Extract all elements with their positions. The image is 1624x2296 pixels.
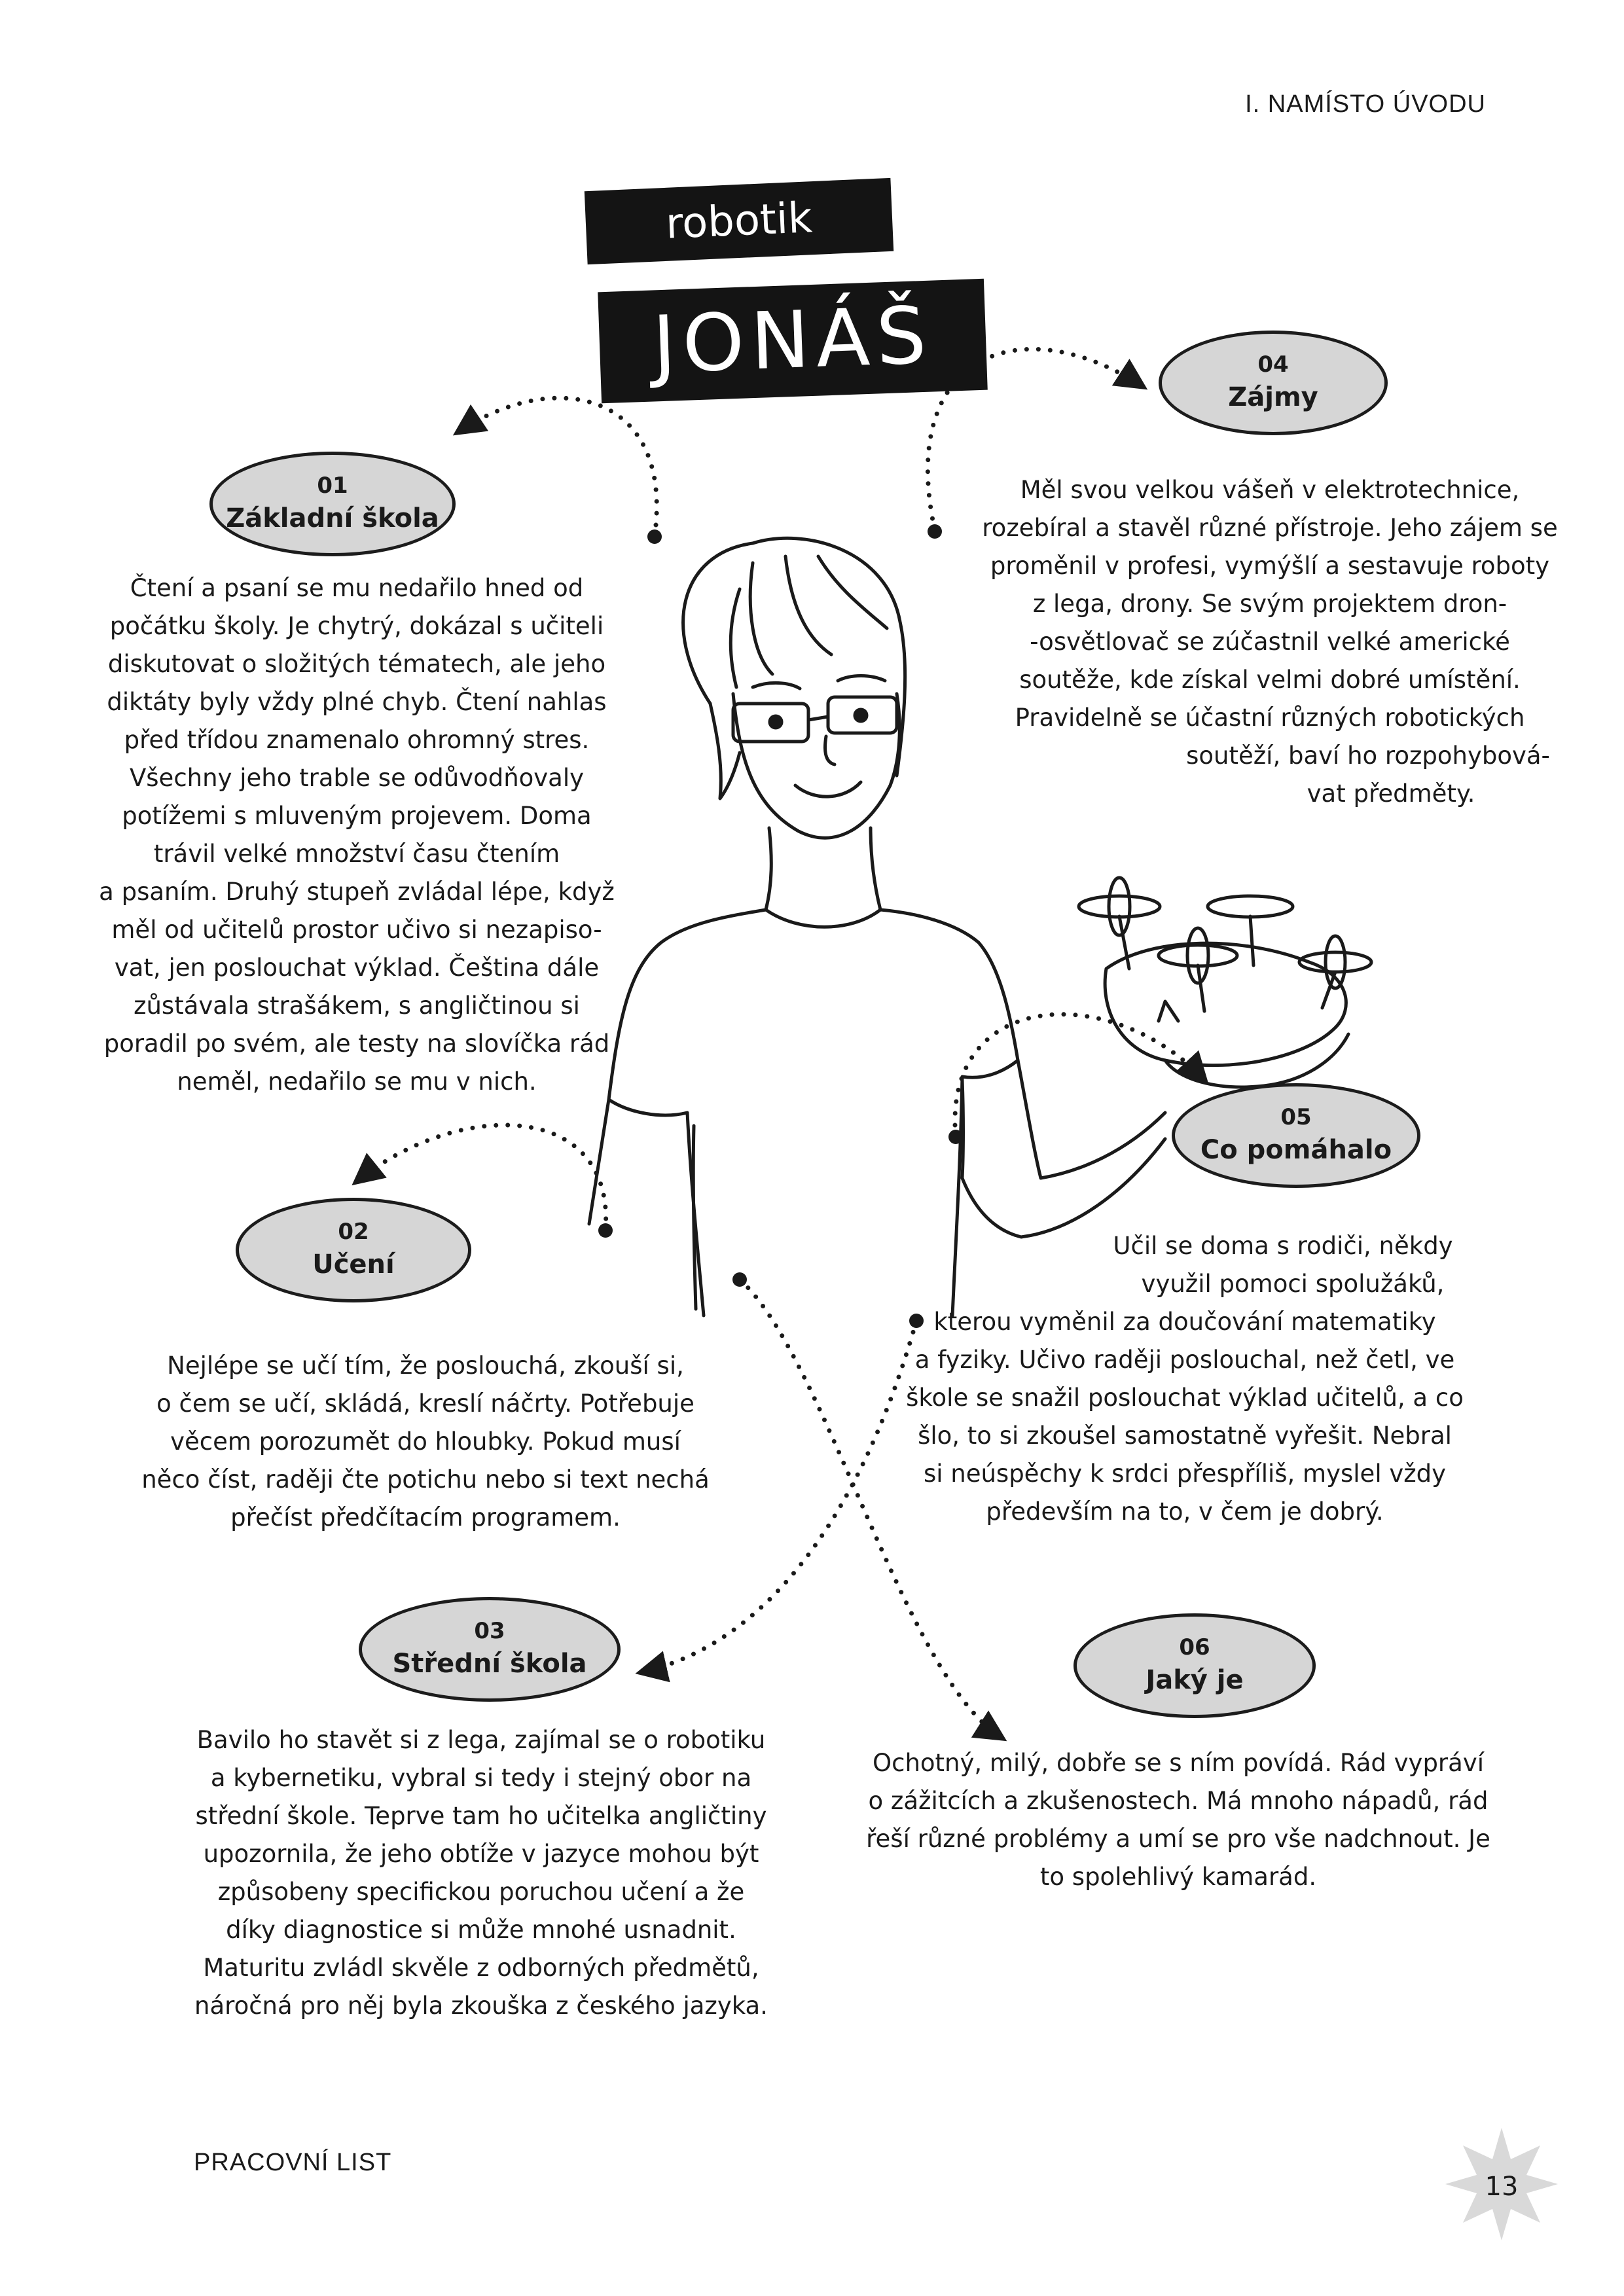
section-title: Co pomáhalo	[1200, 1135, 1392, 1165]
role-label: robotik	[585, 178, 893, 264]
text-line: Pravidelně se účastní různých robotických	[1015, 704, 1525, 732]
section-01-text	[98, 569, 615, 1101]
text-line: počátku školy. Je chytrý, dokázal s učiteli	[109, 612, 604, 640]
section-title: Základní škola	[226, 503, 439, 533]
section-badge-01	[209, 452, 456, 556]
text-line: diktáty byly vždy plné chyb. Čtení nahlas	[107, 688, 607, 716]
text-line: způsobeny specifickou poruchou učení a že	[217, 1878, 745, 1906]
text-line: zůstávala strašákem, s angličtinou si	[134, 992, 580, 1020]
text-line: řeší různé problémy a umí se pro vše nadchnout. Je	[866, 1825, 1490, 1853]
section-badge-02	[236, 1198, 471, 1302]
chapter-header: I. NAMÍSTO ÚVODU	[1245, 90, 1486, 118]
section-number: 04	[1257, 351, 1289, 378]
text-line: -osvětlovač se zúčastnil velké americké	[1030, 628, 1510, 656]
text-line: si neúspěchy k srdci přespříliš, myslel vždy	[923, 1460, 1447, 1488]
text-line: Maturitu zvládl skvěle z odborných předmětů,	[203, 1954, 759, 1982]
text-line: kterou vyměnil za doučování matematiky	[933, 1308, 1436, 1336]
text-line: Učil se doma s rodiči, někdy	[1113, 1232, 1453, 1260]
section-06-text	[851, 1744, 1506, 1896]
text-line: proměnil v profesi, vymýšlí a sestavuje roboty	[990, 552, 1550, 580]
text-line: vat, jen poslouchat výklad. Čeština dále	[114, 954, 600, 982]
text-line: náročná pro něj byla zkouška z českého jazyka.	[194, 1992, 768, 2020]
section-title: Učení	[312, 1249, 395, 1280]
connector-01	[458, 398, 657, 537]
text-line: před třídou znamenalo ohromný stres.	[124, 726, 590, 754]
section-number: 06	[1179, 1634, 1210, 1660]
text-line: soutěže, kde získal velmi dobré umístění.	[1019, 666, 1521, 694]
section-badge-06	[1074, 1613, 1316, 1718]
text-line: a kybernetiku, vybral si tedy i stejný obor na	[210, 1764, 752, 1792]
text-line: střední škole. Teprve tam ho učitelka angličtiny	[195, 1802, 767, 1830]
text-line: potížemi s mluveným projevem. Doma	[122, 802, 592, 830]
text-line: škole se snažil poslouchat výklad učitelů, a co	[906, 1384, 1464, 1412]
section-badge-03	[359, 1597, 621, 1702]
text-line: a psaním. Druhý stupeň zvládal lépe, když	[99, 878, 615, 906]
text-line: něco číst, raději čte potichu nebo si text nechá	[141, 1465, 710, 1494]
text-line: především na to, v čem je dobrý.	[986, 1498, 1384, 1526]
text-line: Nejlépe se učí tím, že poslouchá, zkouší si,	[167, 1352, 684, 1380]
section-title: Střední škola	[392, 1649, 587, 1679]
person-name: JONÁŠ	[598, 279, 988, 403]
text-line: neměl, nedařilo se mu v nich.	[177, 1067, 537, 1096]
text-line: Všechny jeho trable se odůvodňovaly	[129, 764, 585, 792]
text-line: poradil po svém, ale testy na slovíčka rád	[103, 1030, 610, 1058]
text-line: Bavilo ho stavět si z lega, zajímal se o robotiku	[196, 1726, 766, 1754]
text-line: z lega, drony. Se svým projektem dron-	[1032, 590, 1507, 618]
text-line: přečíst předčítacím programem.	[230, 1503, 621, 1532]
text-line: Ochotný, milý, dobře se s ním povídá. Rád vypráví	[873, 1749, 1484, 1777]
section-02-text	[131, 1347, 720, 1537]
section-title: Zájmy	[1228, 382, 1318, 412]
text-line: o zážitcích a zkušenostech. Má mnoho nápadů, rád	[868, 1787, 1489, 1815]
text-line: trávil velké množství času čtením	[153, 840, 560, 868]
section-04-text	[975, 471, 1564, 813]
text-line: díky diagnostice si může mnohé usnadnit.	[226, 1916, 736, 1944]
section-badge-04	[1159, 331, 1388, 435]
footer-label: PRACOVNÍ LIST	[194, 2149, 392, 2176]
section-05-text	[897, 1227, 1473, 1531]
section-title: Jaký je	[1146, 1665, 1244, 1695]
text-line: a fyziky. Učivo raději poslouchal, než četl, ve	[914, 1346, 1455, 1374]
text-line: soutěží, baví ho rozpohybová-	[1186, 742, 1550, 770]
section-number: 02	[338, 1219, 369, 1245]
text-line: využil pomoci spolužáků,	[1141, 1270, 1445, 1298]
section-badge-05	[1172, 1083, 1420, 1188]
section-number: 03	[474, 1618, 505, 1644]
section-03-text	[190, 1721, 772, 2025]
section-number: 01	[317, 473, 348, 499]
section-number: 05	[1280, 1104, 1312, 1130]
text-line: diskutovat o složitých tématech, ale jeho	[107, 650, 606, 678]
text-line: rozebíral a stavěl různé přístroje. Jeho zájem se	[982, 514, 1558, 542]
text-line: upozornila, že jeho obtíže v jazyce mohou být	[203, 1840, 759, 1868]
text-line: měl od učitelů prostor učivo si nezapiso-	[111, 916, 602, 944]
text-line: o čem se učí, skládá, kreslí náčrty. Potřebuje	[156, 1390, 695, 1418]
text-line: vat předměty.	[1307, 780, 1475, 808]
drone-illustration	[1079, 878, 1371, 1087]
text-line: šlo, to si zkoušel samostatně vyřešit. Nebral	[918, 1422, 1452, 1450]
text-line: Čtení a psaní se mu nedařilo hned od	[130, 574, 584, 602]
page-number: 13	[1485, 2172, 1519, 2202]
text-line: věcem porozumět do hloubky. Pokud musí	[170, 1427, 681, 1456]
text-line: Měl svou velkou vášeň v elektrotechnice,	[1020, 476, 1520, 504]
text-line: to spolehlivý kamarád.	[1039, 1863, 1317, 1891]
